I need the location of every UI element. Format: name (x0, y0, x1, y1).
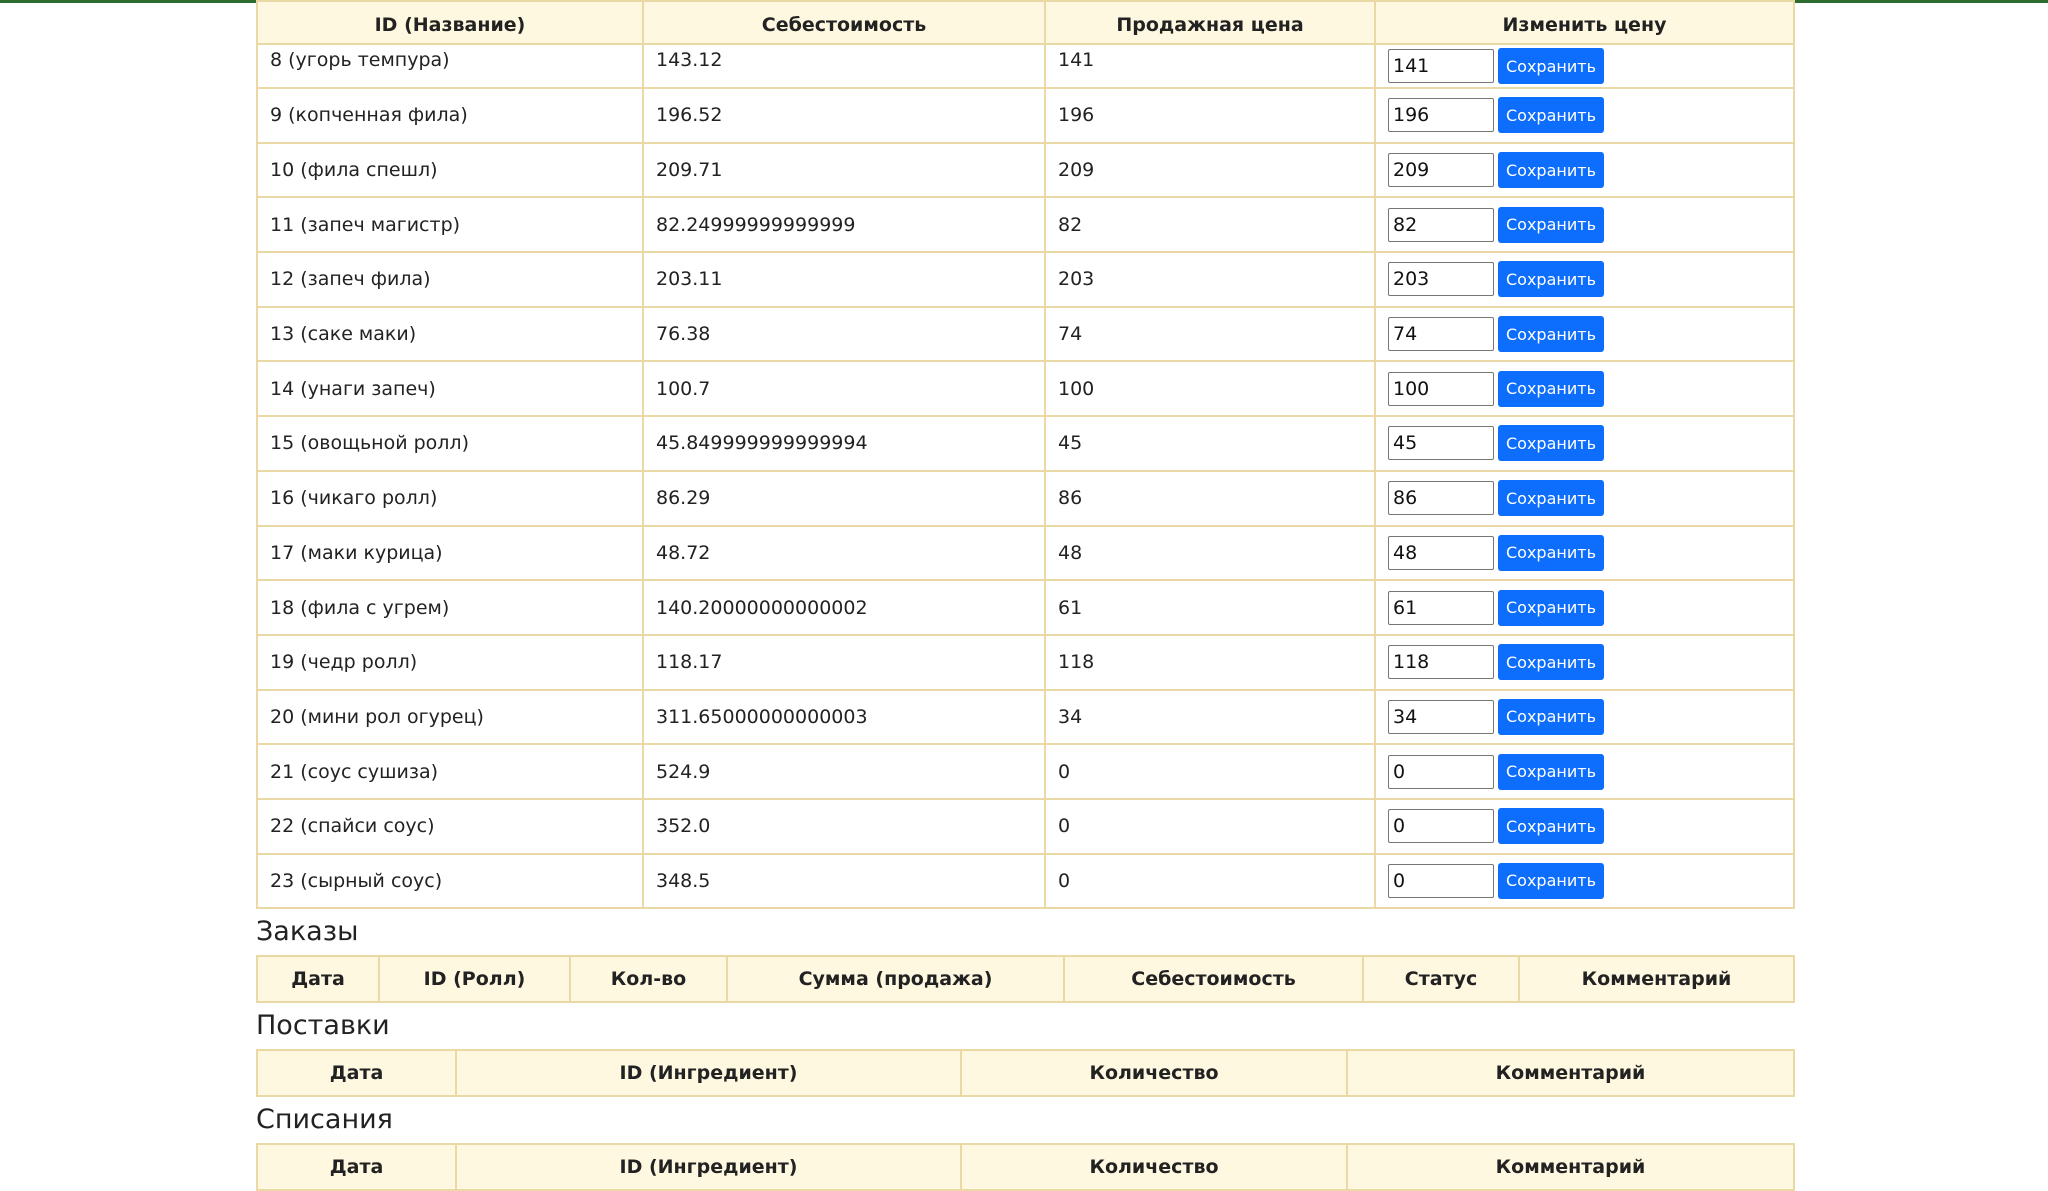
product-cost-cell: 86.29 (643, 471, 1045, 526)
supplies-header-qty: Количество (961, 1050, 1347, 1096)
price-input[interactable] (1388, 700, 1494, 734)
supplies-header-date: Дата (257, 1050, 456, 1096)
product-cost-cell: 209.71 (643, 143, 1045, 198)
price-input[interactable] (1388, 208, 1494, 242)
change-price-cell (1375, 799, 1794, 854)
product-name-cell: 12 (запеч фила) (257, 252, 643, 307)
product-name-cell: 21 (соус сушиза) (257, 744, 643, 799)
change-price-cell (1375, 197, 1794, 252)
price-input[interactable] (1388, 49, 1494, 83)
product-price-cell: 48 (1045, 526, 1375, 581)
price-input[interactable] (1388, 317, 1494, 351)
orders-header-row (257, 956, 1794, 1002)
price-input[interactable] (1388, 153, 1494, 187)
change-price-cell (1375, 690, 1794, 745)
products-header-row (257, 1, 1794, 44)
product-cost-cell: 311.65000000000003 (643, 690, 1045, 745)
product-cost-cell: 203.11 (643, 252, 1045, 307)
save-button[interactable]: Сохранить (1498, 863, 1604, 899)
price-input[interactable] (1388, 372, 1494, 406)
save-button[interactable]: Сохранить (1498, 371, 1604, 407)
product-name-cell: 16 (чикаго ролл) (257, 471, 643, 526)
product-cost-cell: 348.5 (643, 854, 1045, 909)
save-button[interactable]: Сохранить (1498, 535, 1604, 571)
product-price-cell: 196 (1045, 88, 1375, 143)
product-cost-cell: 524.9 (643, 744, 1045, 799)
orders-header-status: Статус (1363, 956, 1519, 1002)
save-button[interactable]: Сохранить (1498, 97, 1604, 133)
change-price-cell (1375, 580, 1794, 635)
supplies-header-row (257, 1050, 1794, 1096)
table-row (257, 197, 1794, 252)
table-row (257, 799, 1794, 854)
save-button[interactable]: Сохранить (1498, 316, 1604, 352)
product-cost-cell: 82.24999999999999 (643, 197, 1045, 252)
table-row (257, 471, 1794, 526)
price-input[interactable] (1388, 481, 1494, 515)
writeoffs-header-ingredient-id: ID (Ингредиент) (456, 1144, 961, 1190)
change-price-cell (1375, 526, 1794, 581)
header-id-name: ID (Название) (257, 1, 643, 44)
price-input[interactable] (1388, 864, 1494, 898)
table-row (257, 88, 1794, 143)
writeoffs-header-comment: Комментарий (1347, 1144, 1794, 1190)
save-button[interactable]: Сохранить (1498, 261, 1604, 297)
product-cost-cell: 196.52 (643, 88, 1045, 143)
writeoffs-header-qty: Количество (961, 1144, 1347, 1190)
product-name-cell: 20 (мини рол огурец) (257, 690, 643, 745)
product-name-cell: 13 (саке маки) (257, 307, 643, 362)
product-price-cell: 0 (1045, 799, 1375, 854)
product-name-cell: 10 (фила спешл) (257, 143, 643, 198)
header-sale-price: Продажная цена (1045, 1, 1375, 44)
table-row (257, 690, 1794, 745)
product-price-cell: 118 (1045, 635, 1375, 690)
change-price-cell (1375, 44, 1794, 88)
product-cost-cell: 140.20000000000002 (643, 580, 1045, 635)
table-row (257, 635, 1794, 690)
price-input[interactable] (1388, 98, 1494, 132)
product-price-cell: 61 (1045, 580, 1375, 635)
orders-table (256, 955, 1795, 1003)
product-cost-cell: 76.38 (643, 307, 1045, 362)
writeoffs-header-date: Дата (257, 1144, 456, 1190)
product-name-cell: 14 (унаги запеч) (257, 361, 643, 416)
save-button[interactable]: Сохранить (1498, 808, 1604, 844)
price-input[interactable] (1388, 755, 1494, 789)
product-name-cell: 18 (фила с угрем) (257, 580, 643, 635)
save-button[interactable]: Сохранить (1498, 152, 1604, 188)
save-button[interactable]: Сохранить (1498, 207, 1604, 243)
orders-header-roll-id: ID (Ролл) (379, 956, 570, 1002)
products-table (256, 0, 1795, 909)
table-row (257, 307, 1794, 362)
save-button[interactable]: Сохранить (1498, 425, 1604, 461)
product-name-cell: 17 (маки курица) (257, 526, 643, 581)
product-cost-cell: 143.12 (643, 44, 1045, 88)
price-input[interactable] (1388, 262, 1494, 296)
product-price-cell: 0 (1045, 744, 1375, 799)
orders-header-comment: Комментарий (1519, 956, 1794, 1002)
product-price-cell: 45 (1045, 416, 1375, 471)
product-name-cell: 15 (овощьной ролл) (257, 416, 643, 471)
table-row (257, 252, 1794, 307)
save-button[interactable]: Сохранить (1498, 480, 1604, 516)
save-button[interactable]: Сохранить (1498, 48, 1604, 84)
save-button[interactable]: Сохранить (1498, 590, 1604, 626)
table-row (257, 44, 1794, 88)
save-button[interactable]: Сохранить (1498, 754, 1604, 790)
price-input[interactable] (1388, 536, 1494, 570)
product-price-cell: 203 (1045, 252, 1375, 307)
table-row (257, 854, 1794, 909)
price-input[interactable] (1388, 645, 1494, 679)
orders-header-cost: Себестоимость (1064, 956, 1363, 1002)
table-row (257, 361, 1794, 416)
save-button[interactable]: Сохранить (1498, 644, 1604, 680)
product-price-cell: 82 (1045, 197, 1375, 252)
product-price-cell: 141 (1045, 44, 1375, 88)
orders-header-date: Дата (257, 956, 379, 1002)
change-price-cell (1375, 635, 1794, 690)
table-row (257, 526, 1794, 581)
orders-title: Заказы (256, 916, 359, 948)
product-name-cell: 22 (спайси соус) (257, 799, 643, 854)
header-cost: Себестоимость (643, 1, 1045, 44)
product-cost-cell: 48.72 (643, 526, 1045, 581)
table-row (257, 416, 1794, 471)
supplies-title: Поставки (256, 1010, 390, 1042)
supplies-header-ingredient-id: ID (Ингредиент) (456, 1050, 961, 1096)
writeoffs-header-row (257, 1144, 1794, 1190)
change-price-cell (1375, 416, 1794, 471)
product-price-cell: 74 (1045, 307, 1375, 362)
header-change-price: Изменить цену (1375, 1, 1794, 44)
table-row (257, 143, 1794, 198)
change-price-cell (1375, 252, 1794, 307)
product-name-cell: 23 (сырный соус) (257, 854, 643, 909)
price-input[interactable] (1388, 591, 1494, 625)
product-cost-cell: 352.0 (643, 799, 1045, 854)
page-content (256, 0, 1793, 1191)
product-price-cell: 209 (1045, 143, 1375, 198)
change-price-cell (1375, 744, 1794, 799)
product-price-cell: 34 (1045, 690, 1375, 745)
supplies-header-comment: Комментарий (1347, 1050, 1794, 1096)
writeoffs-title: Списания (256, 1104, 393, 1136)
price-input[interactable] (1388, 809, 1494, 843)
change-price-cell (1375, 307, 1794, 362)
change-price-cell (1375, 88, 1794, 143)
product-cost-cell: 100.7 (643, 361, 1045, 416)
product-name-cell: 8 (угорь темпура) (257, 44, 643, 88)
product-price-cell: 86 (1045, 471, 1375, 526)
supplies-table (256, 1049, 1795, 1097)
change-price-cell (1375, 471, 1794, 526)
product-price-cell: 100 (1045, 361, 1375, 416)
product-price-cell: 0 (1045, 854, 1375, 909)
products-body (257, 44, 1794, 908)
product-name-cell: 19 (чедр ролл) (257, 635, 643, 690)
product-cost-cell: 118.17 (643, 635, 1045, 690)
table-row (257, 744, 1794, 799)
product-name-cell: 11 (запеч магистр) (257, 197, 643, 252)
price-input[interactable] (1388, 426, 1494, 460)
product-cost-cell: 45.849999999999994 (643, 416, 1045, 471)
product-name-cell: 9 (копченная фила) (257, 88, 643, 143)
orders-header-sum: Сумма (продажа) (727, 956, 1064, 1002)
orders-header-qty: Кол-во (570, 956, 727, 1002)
save-button[interactable]: Сохранить (1498, 699, 1604, 735)
change-price-cell (1375, 854, 1794, 909)
table-row (257, 580, 1794, 635)
change-price-cell (1375, 143, 1794, 198)
change-price-cell (1375, 361, 1794, 416)
